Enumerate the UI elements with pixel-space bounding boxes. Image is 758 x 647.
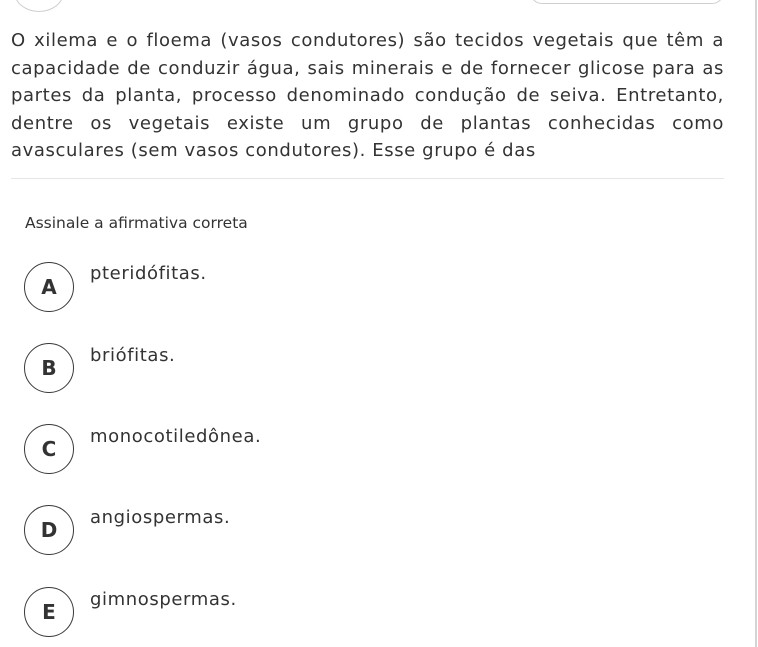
option-text: gimnospermas. [90,589,237,610]
option-e[interactable] [24,587,714,641]
option-text: briófitas. [90,345,176,366]
option-text: pteridófitas. [90,263,207,284]
option-letter-circle[interactable]: A [24,262,74,312]
option-letter-circle[interactable]: D [24,505,74,555]
right-border-divider [755,0,757,647]
option-b[interactable] [24,343,714,397]
option-letter-circle[interactable]: C [24,424,74,474]
option-d[interactable] [24,505,714,559]
option-letter-circle[interactable]: B [24,343,74,393]
option-text: monocotiledônea. [90,426,262,447]
option-text: angiospermas. [90,507,231,528]
top-partial-circle-button[interactable] [14,0,64,12]
top-partial-pill-button[interactable] [530,0,724,4]
option-a[interactable] [24,262,714,316]
section-divider [11,178,724,179]
option-c[interactable] [24,424,714,478]
option-letter-circle[interactable]: E [24,587,74,637]
instruction-text: Assinale a afirmativa correta [25,214,248,232]
question-text: O xilema e o floema (vasos condutores) são tecidos vegetais que têm a capacidade de conduzir água, sais minerais e de fornecer glicose para as partes da planta, processo denominado condução de seiva. Entretanto, dentre os vegetais existe um grupo de plantas conhecidas como avasculares (sem vasos condutores). Esse grupo é das [11,30,724,161]
